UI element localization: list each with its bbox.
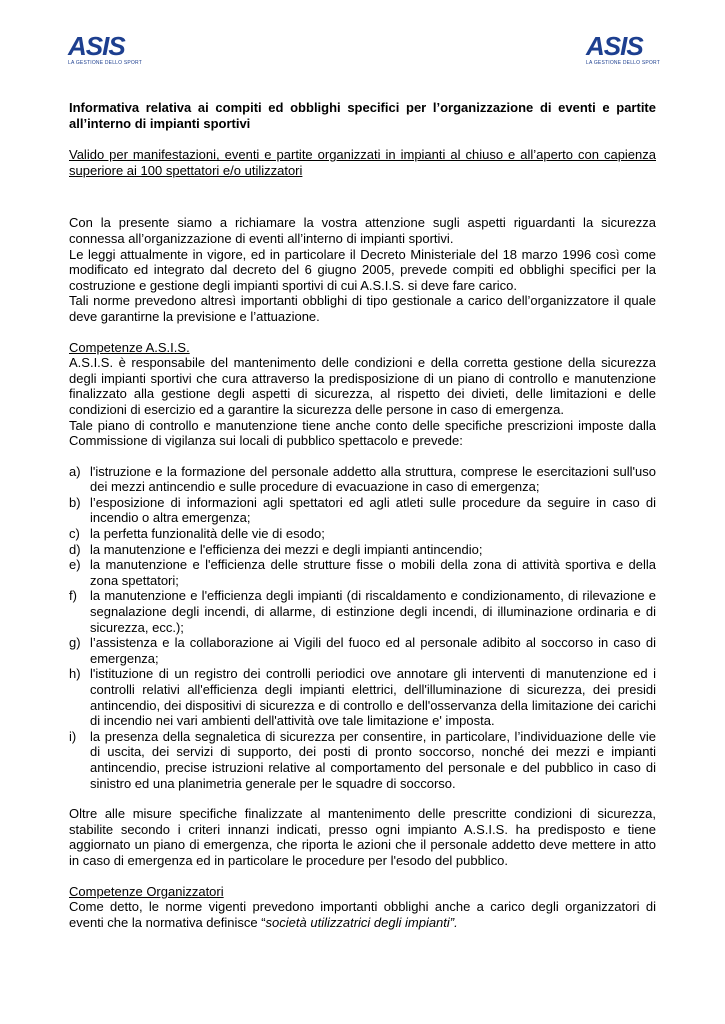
list-item [69, 464, 656, 495]
list-marker: e) [69, 557, 81, 573]
list-item [69, 666, 656, 728]
section-heading-asis: Competenze A.S.I.S. [69, 339, 190, 355]
intro-paragraph: Le leggi attualmente in vigore, ed in particolare il Decreto Ministeriale del 18 marzo 1996 così come modificato ed integrato dal decreto del 6 giugno 2005, prevede compiti ed obblighi specifici per la costruzione e gestione degli impianti sportivi di cui A.S.I.S. si deve fare carico. [69, 246, 656, 293]
list-marker: i) [69, 728, 77, 744]
list-item [69, 526, 656, 542]
organizers-italic-term: società utilizzatrici degli impianti”. [265, 914, 458, 930]
list-item [69, 588, 656, 635]
list-marker: b) [69, 494, 81, 510]
list-marker: f) [69, 588, 77, 604]
list-item [69, 635, 656, 666]
list-item [69, 542, 656, 558]
asis-logo-left [68, 31, 142, 67]
section-heading-organizers: Competenze Organizzatori [69, 883, 224, 899]
list-item-text: la manutenzione e l'efficienza delle strutture fisse o mobili della zona di attività sportiva e della zona spettatori; [90, 557, 656, 588]
list-marker: h) [69, 666, 81, 682]
document-title: Informativa relativa ai compiti ed obblighi specifici per l’organizzazione di eventi e partite all’interno di impianti sportivi [69, 100, 656, 131]
list-item [69, 557, 656, 588]
list-marker: c) [69, 526, 80, 542]
document-subtitle: Valido per manifestazioni, eventi e partite organizzati in impianti al chiuso e all’aperto con capienza superiore ai 100 spettatori e/o utilizzatori [69, 147, 656, 178]
list-item [69, 729, 656, 791]
logo-wordmark: ASIS [586, 31, 643, 61]
asis-paragraph: Tale piano di controllo e manutenzione tiene anche conto delle specifiche prescrizioni imposte dalla Commissione di vigilanza sui locali di pubblico spettacolo e prevede: [69, 417, 656, 449]
list-marker: g) [69, 635, 81, 651]
list-item [69, 495, 656, 526]
list-item-text: la manutenzione e l'efficienza dei mezzi e degli impianti antincendio; [90, 541, 483, 557]
list-item-text: la perfetta funzionalità delle vie di esodo; [90, 526, 325, 542]
closing-paragraph: Oltre alle misure specifiche finalizzate al mantenimento delle prescritte condizioni di sicurezza, stabilite secondo i criteri innanzi indicati, presso ogni impianto A.S.I.S. ha predisposto e tiene aggiornato un piano di emergenza, che riporta le azioni che il personale addetto deve mettere in atto in caso di emergenza ed in particolare le procedure per l'esodo del pubblico. [69, 806, 656, 868]
asis-logo-right [586, 31, 660, 67]
obligations-list [69, 464, 656, 791]
document-body [69, 100, 656, 930]
list-item-text: l’esposizione di informazioni agli spettatori ed agli atleti sulle procedure da seguire in caso di incendio o altra emergenza; [90, 494, 656, 526]
list-item-text: l'istituzione di un registro dei controlli periodici ove annotare gli interventi di manutenzione ed i controlli relativi all'efficienza degli impianti elettrici, dell'illuminazione di sicurezza, dei presidi antincendio, dei dispositivi di sicurezza e di controllo e dell'osservanza della limitazione dei carichi di incendio nei vari ambienti dell'attività ove tale limitazione e' imposta. [90, 666, 656, 729]
logo-tagline: LA GESTIONE DELLO SPORT [586, 60, 660, 66]
list-item-text: l'istruzione e la formazione del personale addetto alla struttura, comprese le esercitazioni sull'uso dei mezzi antincendio e sulle procedure di evacuazione in caso di emergenza; [90, 463, 656, 495]
organizers-paragraph [69, 899, 656, 930]
logo-wordmark: ASIS [68, 31, 125, 61]
list-item-text: l’assistenza e la collaborazione ai Vigili del fuoco ed al personale adibito al soccorso in caso di emergenza; [90, 635, 656, 666]
list-item-text: la presenza della segnaletica di sicurezza per consentire, in particolare, l’individuazione delle vie di uscita, dei servizi di supporto, dei posti di pronto soccorso, nonché dei mezzi e impianti antincendio, precise istruzioni relative al comportamento del personale e del pubblico in caso di sinistro ed una planimetria generale per le squadre di soccorso. [90, 728, 656, 791]
intro-paragraph: Con la presente siamo a richiamare la vostra attenzione sugli aspetti riguardanti la sicurezza connessa all’organizzazione di eventi all’interno di impianti sportivi. [69, 215, 656, 246]
asis-paragraph: A.S.I.S. è responsabile del mantenimento delle condizioni e della corretta gestione della sicurezza degli impianti sportivi che cura attraverso la predisposizione di un piano di controllo e manutenzione finalizzato alla gestione degli aspetti di sicurezza, al rispetto dei divieti, delle limitazioni e delle condizioni di esercizio ed a garantire la sicurezza delle persone in caso di emergenza. [69, 355, 656, 417]
list-item-text: la manutenzione e l'efficienza degli impianti (di riscaldamento e condizionamento, di rilevazione e segnalazione degli incendi, di allarme, di estinzione degli incendi, di illuminazione ordinaria e di sicurezza, ecc.); [90, 588, 656, 635]
list-marker: a) [69, 463, 81, 479]
logo-tagline: LA GESTIONE DELLO SPORT [68, 60, 142, 66]
organizers-text: Come detto, le norme vigenti prevedono importanti obblighi anche a carico degli organizzatori di eventi che la normativa definisce “ [69, 899, 656, 930]
list-marker: d) [69, 541, 81, 557]
intro-paragraph: Tali norme prevedono altresì importanti obblighi di tipo gestionale a carico dell’organizzatore il quale deve garantirne la previsione e l’attuazione. [69, 293, 656, 324]
